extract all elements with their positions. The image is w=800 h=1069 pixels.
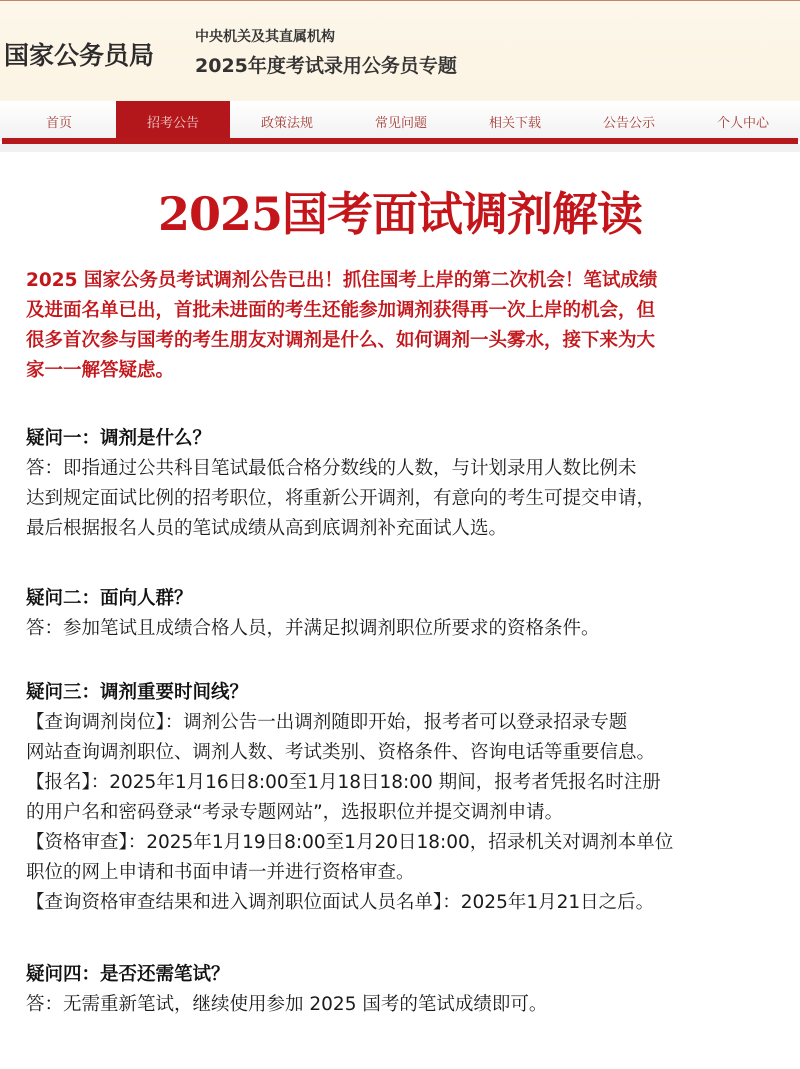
- nav-item-home[interactable]: 首页: [45, 115, 72, 131]
- faq-answer-line: 【查询资格审查结果和进入调剂职位面试人员名单】：2025年1月21日之后。: [26, 892, 655, 913]
- site-logo-text[interactable]: 国家公务员局: [4, 41, 155, 70]
- nav-item-policies[interactable]: 政策法规: [260, 115, 313, 131]
- faq-section-4: [26, 960, 776, 1020]
- nav-shadow: [0, 144, 800, 152]
- faq-question: 疑问一：调剂是什么？: [26, 428, 212, 449]
- faq-question: 疑问四：是否还需笔试？: [26, 964, 230, 985]
- intro-line: 及进面名单已出，首批未进面的考生还能参加调剂获得再一次上岸的机会，但: [26, 300, 656, 321]
- main-nav: [0, 101, 800, 141]
- faq-answer-line: 答：即指通过公共科目笔试最低合格分数线的人数，与计划录用人数比例未: [26, 458, 637, 479]
- faq-answer-line: 的用户名和密码登录“考录专题网站”，选报职位并提交调剂申请。: [26, 802, 564, 823]
- intro-line: 2025 国家公务员考试调剂公告已出！抓住国考上岸的第二次机会！笔试成绩: [26, 270, 658, 291]
- faq-answer-line: 【报名】：2025年1月16日8:00至1月18日18:00 期间，报考者凭报名时注册: [26, 772, 661, 793]
- header-subtitle-topic: 2025年度考试录用公务员专题: [195, 55, 457, 77]
- nav-item-personal-center[interactable]: 个人中心: [716, 115, 769, 131]
- faq-answer-line: 最后根据报名人员的笔试成绩从高到底调剂补充面试人选。: [26, 518, 508, 539]
- faq-answer-line: 答：无需重新笔试，继续使用参加 2025 国考的笔试成绩即可。: [26, 994, 548, 1015]
- intro-line: 很多首次参与国考的考生朋友对调剂是什么、如何调剂一头雾水，接下来为大: [26, 330, 656, 351]
- article-title: 2025国考面试调剂解读: [157, 187, 643, 241]
- faq-answer-line: 职位的网上申请和书面申请一并进行资格审查。: [26, 862, 415, 883]
- faq-answer-line: 达到规定面试比例的招考职位，将重新公开调剂，有意向的考生可提交申请，: [26, 488, 656, 509]
- nav-item-faq[interactable]: 常见问题: [374, 115, 427, 131]
- faq-section-2: [26, 584, 776, 644]
- faq-answer-line: 【查询调剂岗位】：调剂公告一出调剂随即开始，报考者可以登录招录专题: [26, 712, 628, 733]
- nav-item-downloads[interactable]: 相关下载: [488, 115, 541, 131]
- header-subtitle-org: 中央机关及其直属机构: [195, 29, 335, 45]
- faq-section-1: [26, 424, 776, 544]
- faq-answer-line: 网站查询调剂职位、调剂人数、考试类别、资格条件、咨询电话等重要信息。: [26, 742, 656, 763]
- site-header: [0, 1, 800, 101]
- faq-answer-line: 【资格审查】：2025年1月19日8:00至1月20日18:00，招录机关对调剂本单位: [26, 832, 674, 853]
- nav-item-recruitment-notices[interactable]: 招考公告: [116, 101, 230, 141]
- article-intro: [26, 266, 776, 386]
- faq-question: 疑问三：调剂重要时间线？: [26, 682, 249, 703]
- intro-line: 家一一解答疑虑。: [26, 360, 175, 381]
- faq-answer-line: 答：参加笔试且成绩合格人员，并满足拟调剂职位所要求的资格条件。: [26, 618, 600, 639]
- nav-item-announcements[interactable]: 公告公示: [602, 115, 655, 131]
- faq-question: 疑问二：面向人群？: [26, 588, 193, 609]
- faq-section-3: [26, 678, 776, 918]
